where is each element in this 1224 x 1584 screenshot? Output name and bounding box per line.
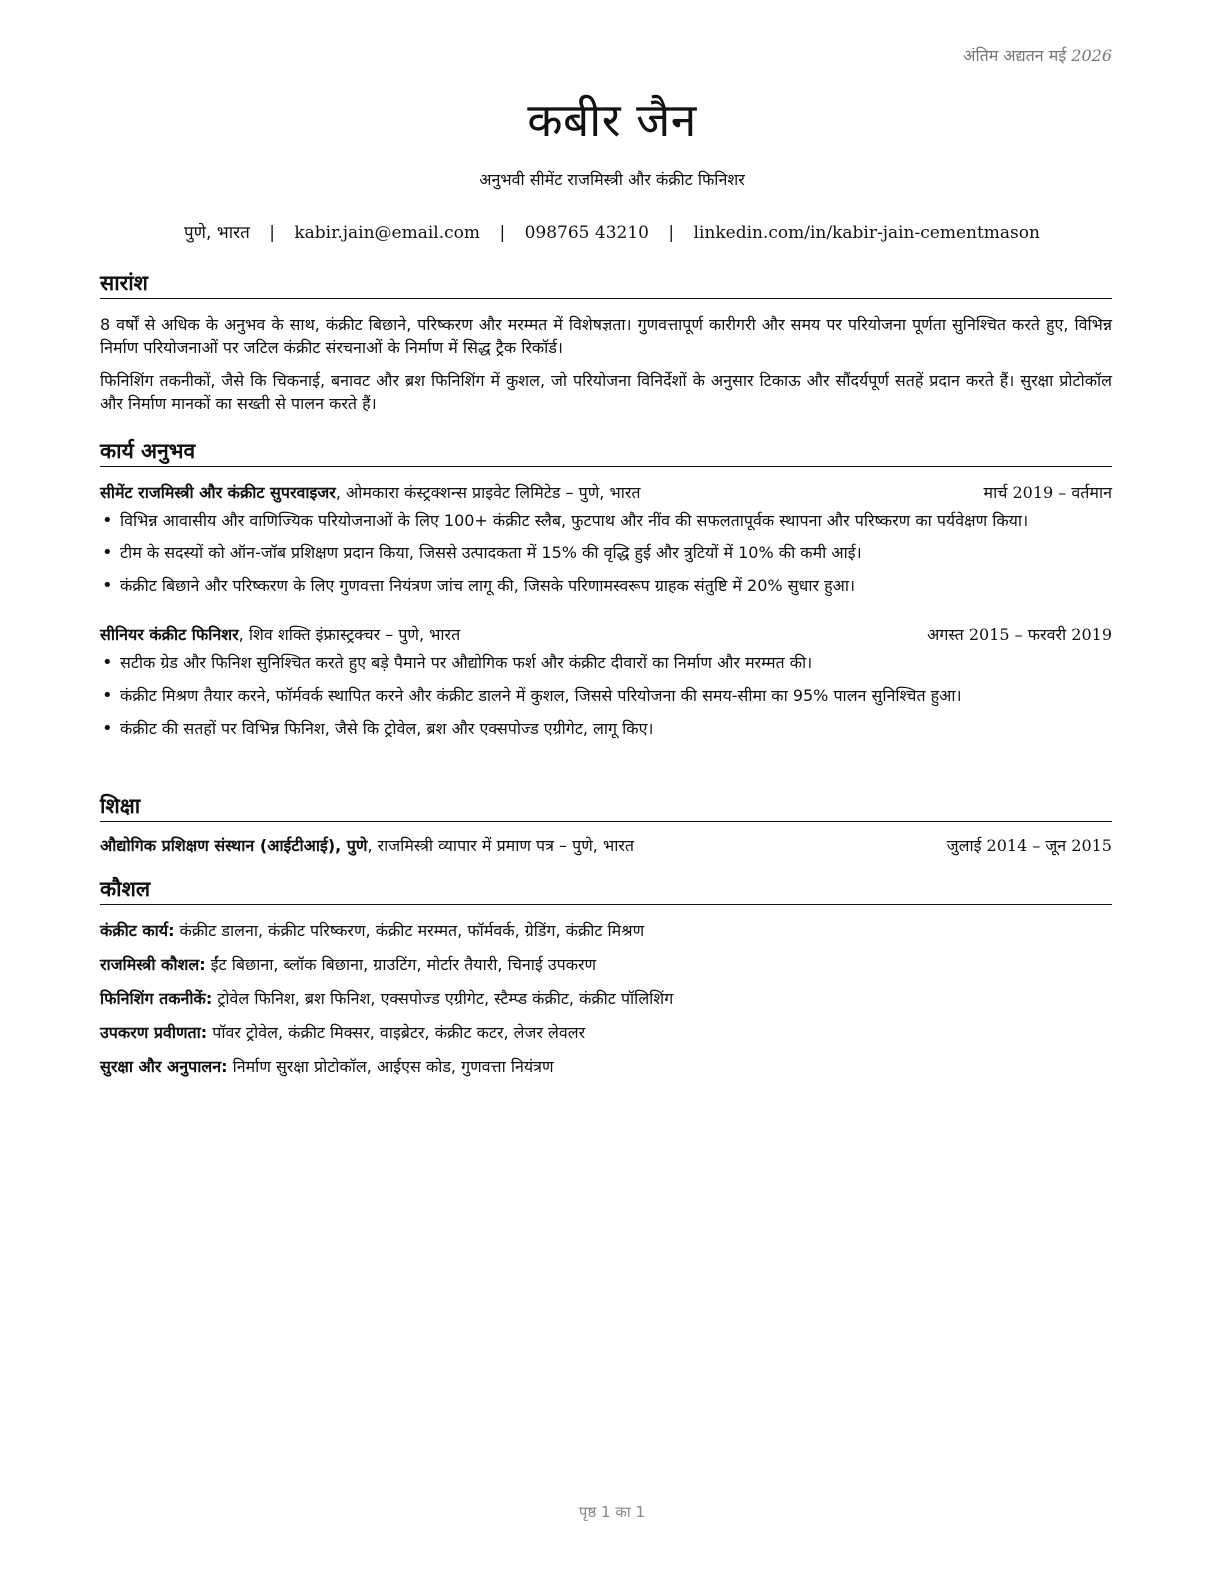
job-role: सीनियर कंक्रीट फिनिशर	[100, 625, 239, 644]
job-entry	[100, 481, 1112, 597]
candidate-name: कबीर जैन	[527, 93, 697, 147]
summary-paragraph: 8 वर्षों से अधिक के अनुभव के साथ, कंक्रीट बिछाने, परिष्करण और मरम्मत में विशेषज्ञता। गुणवत्तापूर्ण कारीगरी और समय पर परियोजना पूर्णता सुनिश्चित करते हुए, विभिन्न निर्माण परियोजनाओं पर जटिल कंक्रीट संरचनाओं के निर्माण में सिद्ध ट्रैक रिकॉर्ड।	[100, 315, 1112, 357]
skill-row	[100, 1021, 1112, 1045]
job-company: , शिव शक्ति इंफ्रास्ट्रक्चर – पुणे, भारत	[238, 625, 461, 644]
job-role: सीमेंट राजमिस्त्री और कंक्रीट सुपरवाइजर	[100, 483, 336, 502]
skill-label: उपकरण प्रवीणता:	[100, 1023, 208, 1042]
skill-row	[100, 987, 1112, 1011]
last-updated-year: 2026	[1071, 46, 1112, 65]
contact-separator: |	[269, 223, 275, 243]
skill-row	[100, 919, 1112, 943]
skill-row	[100, 1055, 1112, 1079]
contact-linkedin-link[interactable]: linkedin.com/in/kabir-jain-cementmason	[693, 223, 1040, 243]
skill-row	[100, 953, 1112, 977]
skill-value: कंक्रीट डालना, कंक्रीट परिष्करण, कंक्रीट मरम्मत, फॉर्मवर्क, ग्रेडिंग, कंक्रीट मिश्रण	[174, 921, 645, 940]
skill-label: कंक्रीट कार्य:	[100, 921, 175, 940]
job-dates: मार्च 2019 – वर्तमान	[983, 483, 1112, 502]
contact-location: पुणे, भारत	[184, 223, 250, 243]
education-institution: औद्योगिक प्रशिक्षण संस्थान (आईटीआई), पुणे	[100, 836, 368, 855]
job-dates: अगस्त 2015 – फरवरी 2019	[927, 625, 1112, 644]
job-bullet: • कंक्रीट की सतहों पर विभिन्न फिनिश, जैसे कि ट्रोवेल, ब्रश और एक्सपोज्ड एग्रीगेट, लागू किए।	[100, 717, 1112, 740]
education-section	[100, 793, 1112, 858]
skill-label: राजमिस्त्री कौशल:	[100, 955, 206, 974]
job-bullet: • टीम के सदस्यों को ऑन-जॉब प्रशिक्षण प्रदान किया, जिससे उत्पादकता में 15% की वृद्धि हुई और त्रुटियों में 10% की कमी आई।	[100, 541, 1112, 564]
experience-section	[100, 438, 1112, 740]
last-updated	[963, 44, 1112, 66]
section-title-experience: कार्य अनुभव	[100, 438, 1112, 467]
skill-value: ट्रोवेल फिनिश, ब्रश फिनिश, एक्सपोज्ड एग्रीगेट, स्टैम्प्ड कंक्रीट, कंक्रीट पॉलिशिंग	[212, 989, 674, 1008]
page-number: पृष्ठ 1 का 1	[578, 1503, 646, 1521]
job-bullet: • कंक्रीट मिश्रण तैयार करने, फॉर्मवर्क स्थापित करने और कंक्रीट डालने में कुशल, जिससे परियोजना की समय-सीमा का 95% पालन सुनिश्चित हुआ।	[100, 684, 1112, 707]
summary-paragraph: फिनिशिंग तकनीकों, जैसे कि चिकनाई, बनावट और ब्रश फिनिशिंग में कुशल, जो परियोजना विनिर्देशों के अनुसार टिकाऊ और सौंदर्यपूर्ण सतहें प्रदान करते हैं। सुरक्षा प्रोटोकॉल और निर्माण मानकों का सख्ती से पालन करते हैं।	[100, 371, 1112, 413]
contact-line	[0, 220, 1224, 243]
skill-label: फिनिशिंग तकनीकें:	[100, 989, 213, 1008]
section-title-education: शिक्षा	[100, 793, 1112, 822]
skill-value: ईंट बिछाना, ब्लॉक बिछाना, ग्राउटिंग, मोर्टार तैयारी, चिनाई उपकरण	[205, 955, 597, 974]
job-bullet: • सटीक ग्रेड और फिनिश सुनिश्चित करते हुए बड़े पैमाने पर औद्योगिक फर्श और कंक्रीट दीवारों का निर्माण और मरम्मत की।	[100, 651, 1112, 674]
job-bullet: • कंक्रीट बिछाने और परिष्करण के लिए गुणवत्ता नियंत्रण जांच लागू की, जिसके परिणामस्वरूप ग्राहक संतुष्टि में 20% सुधार हुआ।	[100, 574, 1112, 597]
contact-separator: |	[668, 223, 675, 243]
job-company: , ओमकारा कंस्ट्रक्शन्स प्राइवेट लिमिटेड – पुणे, भारत	[335, 483, 641, 502]
contact-separator: |	[499, 223, 506, 243]
contact-phone: 098765 43210	[524, 223, 649, 243]
last-updated-label: अंतिम अद्यतन मई	[963, 46, 1067, 65]
job-bullet: • विभिन्न आवासीय और वाणिज्यिक परियोजनाओं के लिए 100+ कंक्रीट स्लैब, फुटपाथ और नींव की सफलतापूर्वक स्थापना और परिष्करण का पर्यवेक्षण किया।	[100, 509, 1112, 532]
skill-value: निर्माण सुरक्षा प्रोटोकॉल, आईएस कोड, गुणवत्ता नियंत्रण	[227, 1057, 554, 1076]
skill-value: पॉवर ट्रोवेल, कंक्रीट मिक्सर, वाइब्रेटर, कंक्रीट कटर, लेजर लेवलर	[207, 1023, 586, 1042]
summary-section	[100, 270, 1112, 415]
skills-section	[100, 876, 1112, 1079]
contact-email-link[interactable]: kabir.jain@email.com	[294, 223, 481, 243]
section-title-summary: सारांश	[100, 270, 1112, 299]
education-dates: जुलाई 2014 – जून 2015	[946, 836, 1112, 855]
job-entry	[100, 623, 1112, 740]
education-detail: , राजमिस्त्री व्यापार में प्रमाण पत्र – पुणे, भारत	[367, 836, 635, 855]
candidate-subtitle: अनुभवी सीमेंट राजमिस्त्री और कंक्रीट फिनिशर	[479, 170, 745, 189]
skill-label: सुरक्षा और अनुपालन:	[100, 1057, 228, 1076]
section-title-skills: कौशल	[100, 876, 1112, 905]
